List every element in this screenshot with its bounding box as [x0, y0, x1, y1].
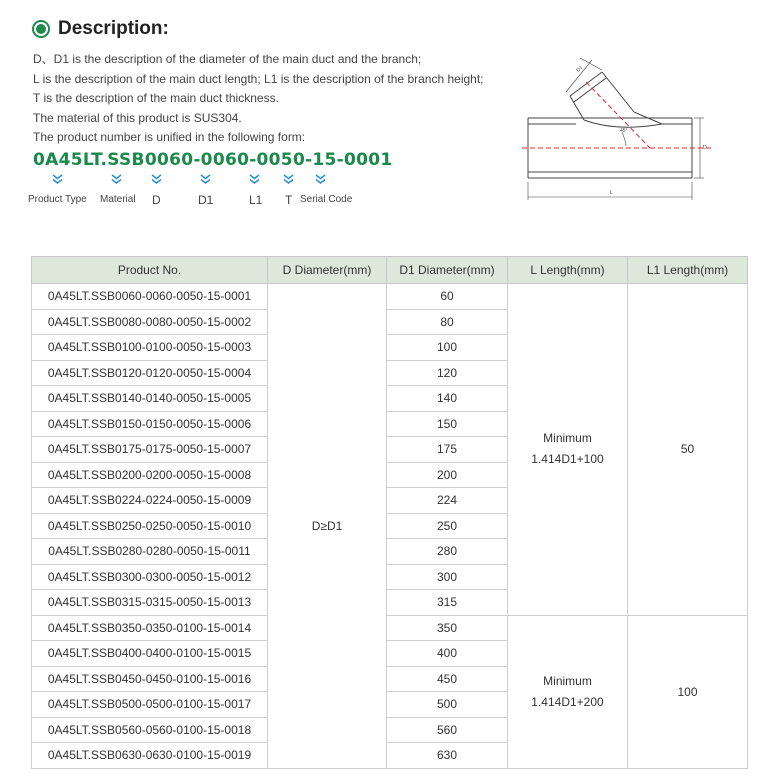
chevron-down-icon — [249, 174, 260, 184]
column-header: L Length(mm) — [508, 257, 628, 284]
d1-diameter-cell: 100 — [387, 335, 508, 361]
description-line: The material of this product is SUS304. — [33, 110, 242, 125]
l-length-line1: Minimum — [543, 431, 592, 446]
d1-diameter-cell: 250 — [387, 513, 508, 539]
l-length-line2: 1.414D1+200 — [531, 694, 604, 709]
section-header — [32, 14, 169, 44]
code-label-d: D — [152, 193, 161, 207]
d1-diameter-cell: 300 — [387, 564, 508, 590]
chevron-down-icon — [315, 174, 326, 184]
product-number-cell: 0A45LT.SSB0224-0224-0050-15-0009 — [32, 488, 268, 514]
diagram-label-l: L — [610, 190, 613, 196]
product-number-cell: 0A45LT.SSB0630-0630-0100-15-0019 — [32, 743, 268, 769]
d1-diameter-cell: 350 — [387, 615, 508, 641]
code-label-serial: Serial Code — [300, 194, 353, 205]
d-diameter-cell: D≥D1 — [268, 284, 387, 769]
product-number-cell: 0A45LT.SSB0140-0140-0050-15-0005 — [32, 386, 268, 412]
product-number-cell: 0A45LT.SSB0250-0250-0050-15-0010 — [32, 513, 268, 539]
product-table — [31, 256, 748, 769]
diagram-label-d: D — [703, 145, 707, 151]
code-label-l1: L1 — [249, 193, 263, 207]
chevron-down-icon — [52, 174, 63, 184]
column-header: Product No. — [32, 257, 268, 284]
description-line: T is the description of the main duct thickness. — [33, 91, 279, 105]
d1-diameter-cell: 150 — [387, 411, 508, 437]
description-text — [33, 50, 484, 148]
chevron-down-icon — [111, 174, 122, 184]
product-number-cell: 0A45LT.SSB0080-0080-0050-15-0002 — [32, 309, 268, 335]
d1-diameter-cell: 500 — [387, 692, 508, 718]
lateral-tee-diagram — [522, 52, 722, 202]
l-length-line1: Minimum — [543, 673, 592, 688]
l-length-cell — [508, 284, 628, 616]
chevron-down-icon — [151, 174, 162, 184]
product-number-cell: 0A45LT.SSB0450-0450-0100-15-0016 — [32, 666, 268, 692]
column-header: L1 Length(mm) — [628, 257, 748, 284]
product-number-cell: 0A45LT.SSB0200-0200-0050-15-0008 — [32, 462, 268, 488]
product-number-cell: 0A45LT.SSB0300-0300-0050-15-0012 — [32, 564, 268, 590]
d1-diameter-cell: 400 — [387, 641, 508, 667]
description-line: D、D1 is the description of the diameter of the main duct and the branch; — [33, 52, 422, 66]
l-length-line2: 1.414D1+100 — [531, 452, 604, 467]
product-number-cell: 0A45LT.SSB0100-0100-0050-15-0003 — [32, 335, 268, 361]
code-label-material: Material — [100, 194, 136, 205]
table-body — [32, 284, 748, 769]
table-row — [32, 284, 748, 310]
table-header-row — [32, 257, 748, 284]
d1-diameter-cell: 120 — [387, 360, 508, 386]
d1-diameter-cell: 315 — [387, 590, 508, 616]
l1-length-cell: 50 — [628, 284, 748, 616]
chevron-down-icon — [283, 174, 294, 184]
d1-diameter-cell: 450 — [387, 666, 508, 692]
d1-diameter-cell: 200 — [387, 462, 508, 488]
product-code-example: 0A45LT.SSB0060-0060-0050-15-0001 — [33, 150, 393, 170]
d1-diameter-cell: 280 — [387, 539, 508, 565]
radio-bullet-icon — [32, 20, 50, 38]
chevron-down-icon — [200, 174, 211, 184]
code-label-t: T — [285, 193, 293, 207]
diagram-label-angle: 45° — [620, 128, 628, 134]
product-number-cell: 0A45LT.SSB0560-0560-0100-15-0018 — [32, 717, 268, 743]
product-number-cell: 0A45LT.SSB0175-0175-0050-15-0007 — [32, 437, 268, 463]
l1-length-cell: 100 — [628, 615, 748, 768]
code-label-d1: D1 — [198, 193, 214, 207]
d1-diameter-cell: 224 — [387, 488, 508, 514]
d1-diameter-cell: 60 — [387, 284, 508, 310]
product-number-cell: 0A45LT.SSB0500-0500-0100-15-0017 — [32, 692, 268, 718]
product-number-cell: 0A45LT.SSB0150-0150-0050-15-0006 — [32, 411, 268, 437]
column-header: D1 Diameter(mm) — [387, 257, 508, 284]
product-number-cell: 0A45LT.SSB0350-0350-0100-15-0014 — [32, 615, 268, 641]
diagram-label-d1: D1 — [575, 64, 585, 74]
table-row — [32, 615, 748, 641]
product-number-cell: 0A45LT.SSB0120-0120-0050-15-0004 — [32, 360, 268, 386]
code-label-product-type: Product Type — [28, 194, 87, 205]
product-number-cell: 0A45LT.SSB0315-0315-0050-15-0013 — [32, 590, 268, 616]
d1-diameter-cell: 560 — [387, 717, 508, 743]
product-number-cell: 0A45LT.SSB0400-0400-0100-15-0015 — [32, 641, 268, 667]
l-length-cell — [508, 615, 628, 768]
column-header: D Diameter(mm) — [268, 257, 387, 284]
section-title: Description: — [58, 18, 169, 39]
d1-diameter-cell: 80 — [387, 309, 508, 335]
d1-diameter-cell: 630 — [387, 743, 508, 769]
description-line: The product number is unified in the following form: — [33, 130, 306, 144]
product-number-cell: 0A45LT.SSB0060-0060-0050-15-0001 — [32, 284, 268, 310]
d1-diameter-cell: 175 — [387, 437, 508, 463]
description-line: L is the description of the main duct length; L1 is the description of the branch height; — [33, 71, 484, 86]
product-number-cell: 0A45LT.SSB0280-0280-0050-15-0011 — [32, 539, 268, 565]
d1-diameter-cell: 140 — [387, 386, 508, 412]
